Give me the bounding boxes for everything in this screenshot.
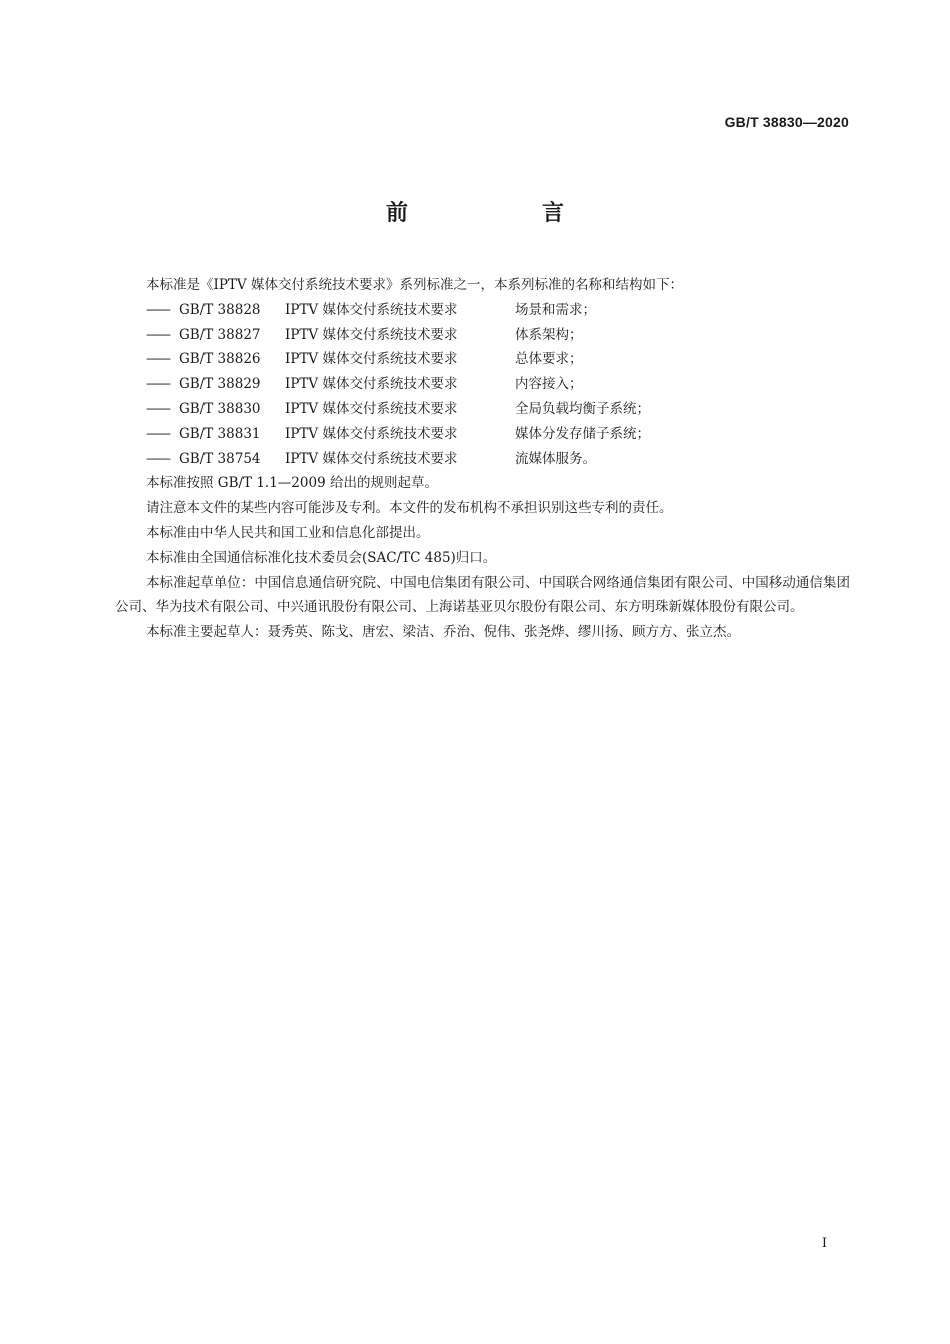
list-item (146, 298, 850, 323)
list-part: 全局负载均衡子系统； (515, 400, 650, 417)
list-part: 内容接入； (515, 376, 583, 393)
list-code: GB/T 38831 (179, 425, 261, 442)
list-code: GB/T 38830 (179, 400, 261, 417)
list-dash: —— (146, 450, 169, 467)
list-item (146, 447, 850, 472)
list-code: GB/T 38826 (179, 351, 261, 368)
standard-code: GB/T 38830—2020 (724, 114, 849, 130)
list-item (146, 397, 850, 422)
list-part: 总体要求； (515, 351, 583, 368)
drafting-units-paragraph: 本标准起草单位：中国信息通信研究院、中国电信集团有限公司、中国联合网络通信集团有限公司、中国移动通信集团公司、华为技术有限公司、中兴通讯股份有限公司、上海诺基亚贝尔股份有限公司、东方明珠新媒体股份有限公司。 (115, 574, 850, 616)
drafting-rules-paragraph: 本标准按照 GB/T 1.1—2009 给出的规则起草。 (146, 475, 438, 492)
series-list (115, 298, 850, 472)
list-dash: —— (146, 376, 169, 393)
list-item (146, 372, 850, 397)
list-series: IPTV 媒体交付系统技术要求 (285, 351, 458, 368)
list-dash: —— (146, 400, 169, 417)
list-part: 流媒体服务。 (515, 450, 596, 467)
list-part: 场景和需求； (515, 301, 596, 318)
patent-notice-paragraph: 请注意本文件的某些内容可能涉及专利。本文件的发布机构不承担识别这些专利的责任。 (146, 500, 673, 517)
list-code: GB/T 38827 (179, 326, 261, 343)
list-code: GB/T 38829 (179, 376, 261, 393)
foreword-body (115, 273, 850, 645)
list-series: IPTV 媒体交付系统技术要求 (285, 425, 458, 442)
list-item (146, 347, 850, 372)
list-series: IPTV 媒体交付系统技术要求 (285, 450, 458, 467)
page-title: 前 言 (385, 201, 620, 226)
list-part: 媒体分发存储子系统； (515, 425, 650, 442)
list-series: IPTV 媒体交付系统技术要求 (285, 301, 458, 318)
list-dash: —— (146, 301, 169, 318)
committee-paragraph: 本标准由全国通信标准化技术委员会(SAC/TC 485)归口。 (146, 549, 497, 566)
list-dash: —— (146, 326, 169, 343)
list-series: IPTV 媒体交付系统技术要求 (285, 376, 458, 393)
list-dash: —— (146, 425, 169, 442)
list-code: GB/T 38754 (179, 450, 261, 467)
intro-paragraph: 本标准是《IPTV 媒体交付系统技术要求》系列标准之一，本系列标准的名称和结构如下： (146, 277, 683, 293)
list-series: IPTV 媒体交付系统技术要求 (285, 400, 458, 417)
list-part: 体系架构； (515, 326, 583, 343)
list-item (146, 323, 850, 348)
list-item (146, 422, 850, 447)
list-series: IPTV 媒体交付系统技术要求 (285, 326, 458, 343)
list-code: GB/T 38828 (179, 301, 261, 318)
page-number: I (821, 1236, 827, 1251)
proposer-paragraph: 本标准由中华人民共和国工业和信息化部提出。 (146, 524, 430, 541)
list-dash: —— (146, 351, 169, 368)
drafters-paragraph: 本标准主要起草人：聂秀英、陈戈、唐宏、梁洁、乔治、倪伟、张尧烨、缪川扬、顾方方、张立杰。 (146, 624, 740, 641)
